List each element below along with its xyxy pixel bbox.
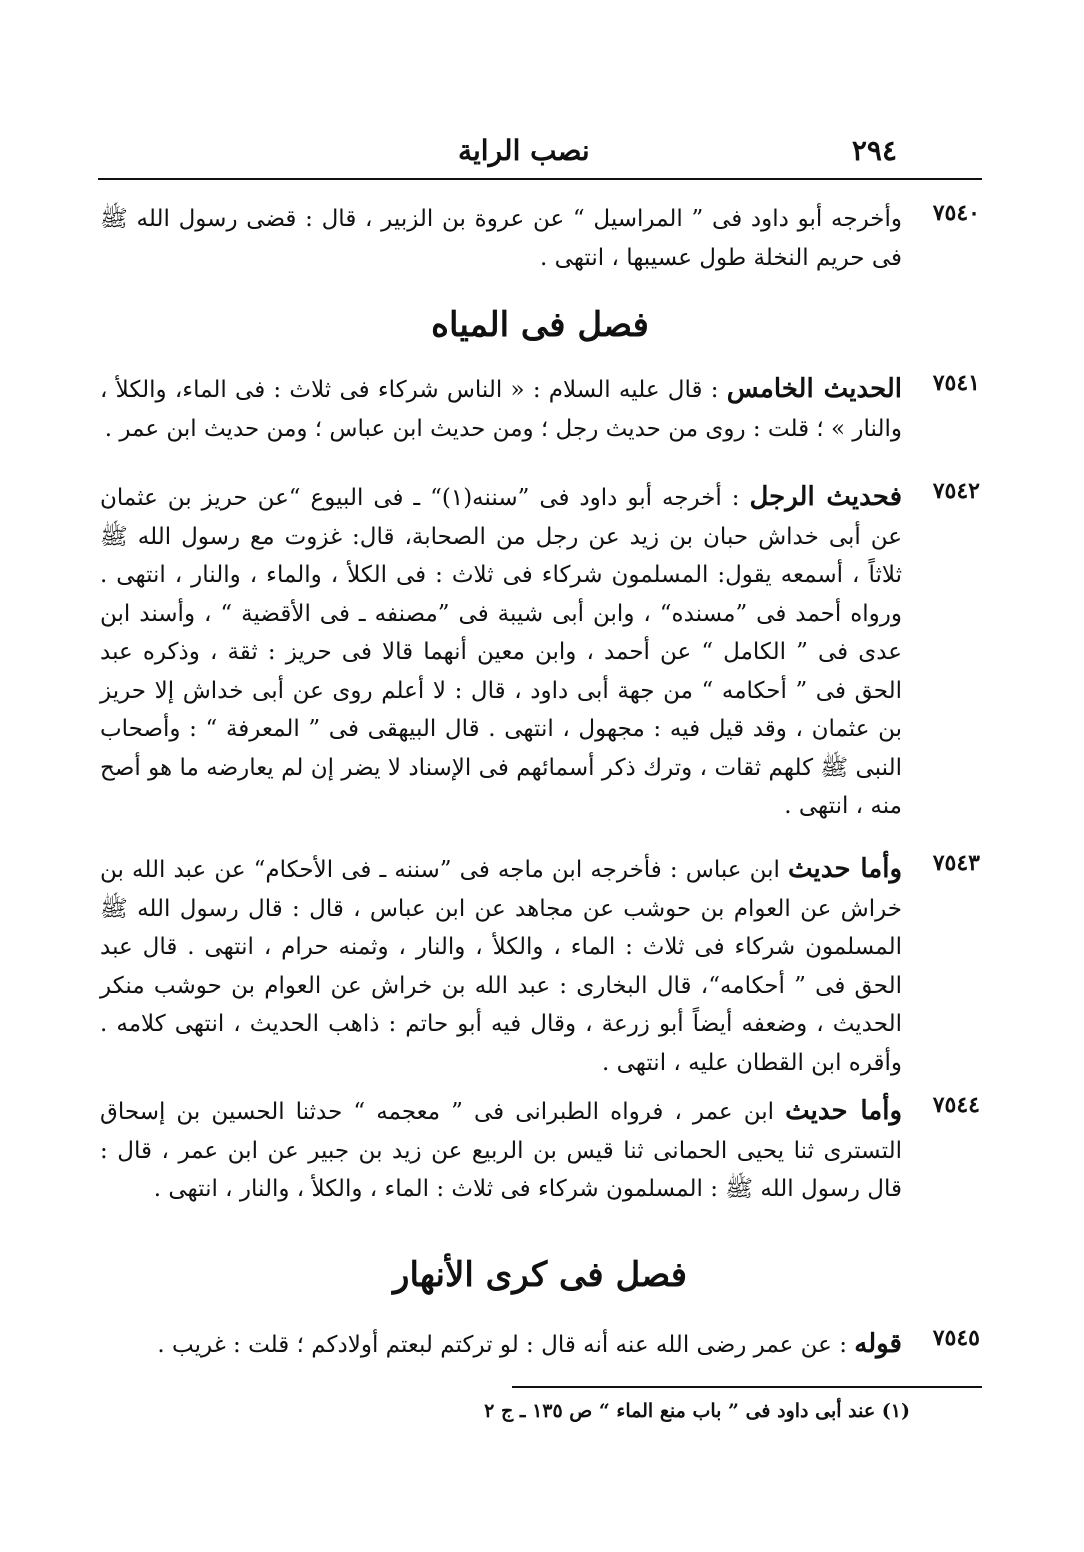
- entry-lead: فحديث الرجل: [749, 482, 902, 512]
- entry-number: ٧٥٤٥: [932, 1325, 980, 1351]
- page-number: ٢٩٤: [851, 134, 897, 167]
- entry-7543: [100, 850, 980, 1082]
- entry-number: ٧٥٤٤: [932, 1092, 980, 1118]
- entry-lead: قوله: [854, 1329, 902, 1359]
- entry-number: ٧٥٤٣: [932, 850, 980, 876]
- page-header: [98, 124, 982, 180]
- entry-7542: [100, 478, 980, 826]
- entry-body: وأخرجه أبو داود فى ” المراسيل “ عن عروة بن الزبير ، قال : قضى رسول الله ﷺ فى حريم النخلة طول عسيبها ، انتهى .: [100, 206, 902, 271]
- entry-number: ٧٥٤٢: [932, 478, 980, 504]
- entry-lead: الحديث الخامس: [726, 374, 903, 404]
- entry-lead: وأما حديث: [785, 1096, 903, 1126]
- entry-number: ٧٥٤١: [932, 370, 980, 396]
- entry-number: ٧٥٤٠: [932, 200, 980, 226]
- section-heading-rivers: فصل فى كرى الأنهار: [393, 1255, 687, 1295]
- entry-body: : قال عليه السلام : « الناس شركاء فى ثلاث : فى الماء، والكلأ ، والنار » ؛ قلت : روى من حديث رجل ؛ ومن حديث ابن عباس ؛ ومن حديث ابن عمر .: [100, 377, 902, 442]
- entry-body: : أخرجه أبو داود فى ”سننه(١)“ ـ فى البيوع “عن حريز بن عثمان عن أبى خداش حبان بن زيد عن رجل من الصحابة، قال: غزوت مع رسول الله ﷺ ثلاثاً ، أسمعه يقول: المسلمون شركاء فى ثلاث : فى الكلأ ، والماء ، والنار ، انتهى . ورواه أحمد فى ”مسنده“ ، وابن أبى شيبة فى ”مصنفه ـ فى الأقضية “ ، وأسند ابن عدى فى ” الكامل “ عن أحمد ، وابن معين أنهما قالا فى حريز : ثقة ، وذكره عبد الحق فى ” أحكامه “ من جهة أبى داود ، قال : لا أعلم روى عن أبى خداش إلا حريز بن عثمان ، وقد قيل فيه : مجهول ، انتهى . قال البيهقى فى ” المعرفة “ : وأصحاب النبى ﷺ كلهم ثقات ، وترك ذكر أسمائهم فى الإسناد لا يضر إن لم يعارضه ما هو أصح منه ، انتهى .: [100, 485, 902, 819]
- running-title: نصب الراية: [458, 134, 590, 167]
- entry-7545: [100, 1325, 980, 1365]
- entry-7541: [100, 370, 980, 448]
- entry-7540: [100, 200, 980, 277]
- footnote: (١) عند أبى داود فى ” باب منع الماء “ ص ١٣٥ ـ ج ٢: [484, 1400, 910, 1422]
- entry-body: ابن عباس : فأخرجه ابن ماجه فى ”سننه ـ فى الأحكام“ عن عبد الله بن خراش عن العوام بن حوشب عن مجاهد عن ابن عباس ، قال : قال رسول الله ﷺ المسلمون شركاء فى ثلاث : الماء ، والكلأ ، والنار ، وثمنه حرام ، انتهى . قال عبد الحق فى ” أحكامه“، قال البخارى : عبد الله بن خراش عن العوام بن حوشب منكر الحديث ، وضعفه أيضاً أبو زرعة ، وقال فيه أبو حاتم : ذاهب الحديث ، انتهى كلامه . وأقره ابن القطان عليه ، انتهى .: [100, 857, 902, 1076]
- section-heading-water: فصل فى المياه: [431, 305, 649, 345]
- footnote-divider: [512, 1386, 982, 1388]
- entry-lead: وأما حديث: [788, 854, 902, 884]
- entry-body: ابن عمر ، فرواه الطبرانى فى ” معجمه “ حدثنا الحسين بن إسحاق التسترى ثنا يحيى الحمانى ثنا قيس بن الربيع عن زيد بن جبير عن ابن عمر ، قال : قال رسول الله ﷺ : المسلمون شركاء فى ثلاث : الماء ، والكلأ ، والنار ، انتهى .: [100, 1099, 902, 1202]
- entry-body: : عن عمر رضى الله عنه أنه قال : لو تركتم لبعتم أولادكم ؛ قلت : غريب .: [157, 1332, 847, 1358]
- entry-7544: [100, 1092, 980, 1209]
